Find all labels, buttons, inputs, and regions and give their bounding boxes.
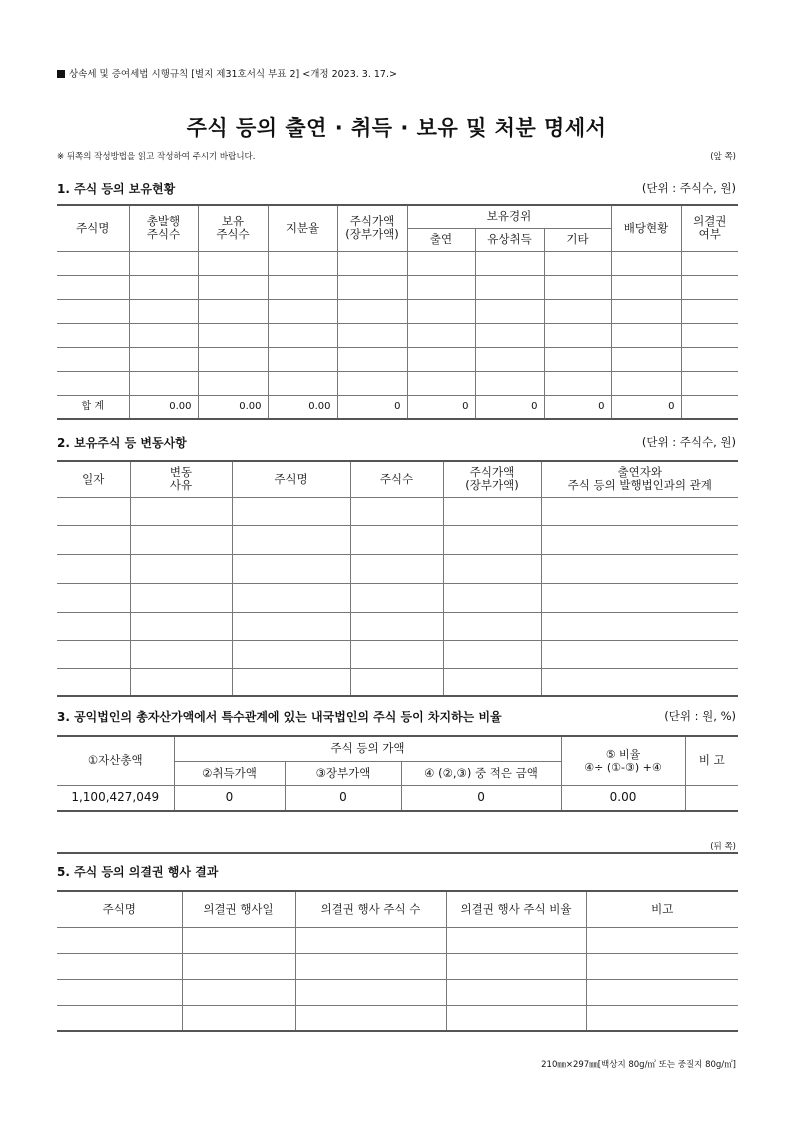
table-row: [57, 251, 738, 275]
total-value: 0.00: [198, 395, 268, 419]
section2-unit: (단위 : 주식수, 원): [641, 435, 736, 449]
header-held-shares: 보유 주식수: [198, 205, 268, 251]
total-value: 0: [611, 395, 681, 419]
voting-table: [57, 890, 738, 1032]
table-row: [57, 979, 738, 1005]
header-book-value: ③장부가액: [285, 761, 401, 785]
header-vote-date: 의결권 행사일: [182, 891, 295, 927]
header-voting: 의결권 여부: [681, 205, 738, 251]
remarks-value: [685, 785, 738, 811]
square-bullet-icon: [57, 70, 65, 78]
header-share-count: 주식수: [350, 461, 443, 497]
table-row: [57, 299, 738, 323]
header-ratio: ⑤ 비율 ④÷ (①-③) +④: [561, 736, 685, 785]
table-row: [57, 497, 738, 525]
header-acquisition-price: ②취득가액: [174, 761, 285, 785]
header-remarks: 비고: [586, 891, 738, 927]
table-row: [57, 275, 738, 299]
law-reference: 상속세 및 증여세법 시행규칙 [별지 제31호서식 부표 2] <개정 2023. 3. 17.>: [57, 66, 397, 80]
header-stock-name: 주식명: [232, 461, 350, 497]
front-page-label: (앞 쪽): [710, 152, 736, 162]
header-total-assets: ①자산총액: [57, 736, 174, 785]
ratio-value: 0.00: [561, 785, 685, 811]
total-value: 0: [475, 395, 544, 419]
table-row: [57, 371, 738, 395]
total-row: [57, 395, 738, 419]
table-row: [57, 525, 738, 554]
header-total-issued: 총발행 주식수: [129, 205, 198, 251]
header-vote-count: 의결권 행사 주식 수: [295, 891, 446, 927]
total-value: 0: [407, 395, 475, 419]
header-holding-route: 보유경위: [407, 205, 611, 228]
book-value: 0: [285, 785, 401, 811]
header-stock-price: 주식가액 (장부가액): [443, 461, 541, 497]
header-stock-value: 주식 등의 가액: [174, 736, 561, 761]
ratio-table: [57, 735, 738, 812]
table-row: [57, 1005, 738, 1031]
header-stock-price: 주식가액 (장부가액): [337, 205, 407, 251]
header-stock-name: 주식명: [57, 205, 129, 251]
section5-title: 5. 주식 등의 의결권 행사 결과: [57, 865, 219, 879]
total-value: 0.00: [268, 395, 337, 419]
page-title: 주식 등의 출연 · 취득 · 보유 및 처분 명세서: [186, 116, 607, 140]
table-row: [57, 612, 738, 640]
table-row: [57, 953, 738, 979]
changes-table: [57, 460, 738, 697]
lesser-value: 0: [401, 785, 561, 811]
header-vote-ratio: 의결권 행사 주식 비율: [446, 891, 586, 927]
section1-title: 1. 주식 등의 보유현황: [57, 182, 176, 196]
table-row: [57, 323, 738, 347]
header-relation: 출연자와 주식 등의 발행법인과의 관계: [541, 461, 738, 497]
header-contribution: 출연: [407, 228, 475, 251]
instruction-note: ※ 뒤쪽의 작성방법을 읽고 작성하여 주시기 바랍니다.: [57, 152, 256, 162]
header-stock-name: 주식명: [57, 891, 182, 927]
section2-title: 2. 보유주식 등 변동사항: [57, 436, 187, 450]
header-reason: 변동 사유: [130, 461, 232, 497]
divider: [57, 852, 738, 854]
total-label: 합 계: [57, 395, 129, 419]
back-page-label: (뒤 쪽): [710, 842, 736, 852]
header-paid-acquisition: 유상취득: [475, 228, 544, 251]
header-remarks: 비 고: [685, 736, 738, 785]
section3-title: 3. 공익법인의 총자산가액에서 특수관계에 있는 내국법인의 주식 등이 차지하는 비율: [57, 710, 502, 724]
total-value: 0: [337, 395, 407, 419]
total-assets-value: 1,100,427,049: [57, 785, 174, 811]
header-lesser-amount: ④ (②,③) 중 적은 금액: [401, 761, 561, 785]
table-row: [57, 583, 738, 612]
total-value: 0: [544, 395, 611, 419]
table-row: [57, 785, 738, 811]
header-other: 기타: [544, 228, 611, 251]
paper-spec-footer: 210㎜×297㎜[백상지 80g/㎡ 또는 중질지 80g/㎡]: [541, 1060, 736, 1070]
total-value: 0.00: [129, 395, 198, 419]
table-row: [57, 927, 738, 953]
header-dividend: 배당현황: [611, 205, 681, 251]
table-row: [57, 554, 738, 583]
table-row: [57, 347, 738, 371]
acquisition-value: 0: [174, 785, 285, 811]
table-row: [57, 668, 738, 696]
table-row: [57, 640, 738, 668]
header-share-ratio: 지분율: [268, 205, 337, 251]
header-date: 일자: [57, 461, 130, 497]
holdings-table: [57, 204, 738, 420]
section1-unit: (단위 : 주식수, 원): [641, 181, 736, 195]
section3-unit: (단위 : 원, %): [664, 709, 736, 723]
